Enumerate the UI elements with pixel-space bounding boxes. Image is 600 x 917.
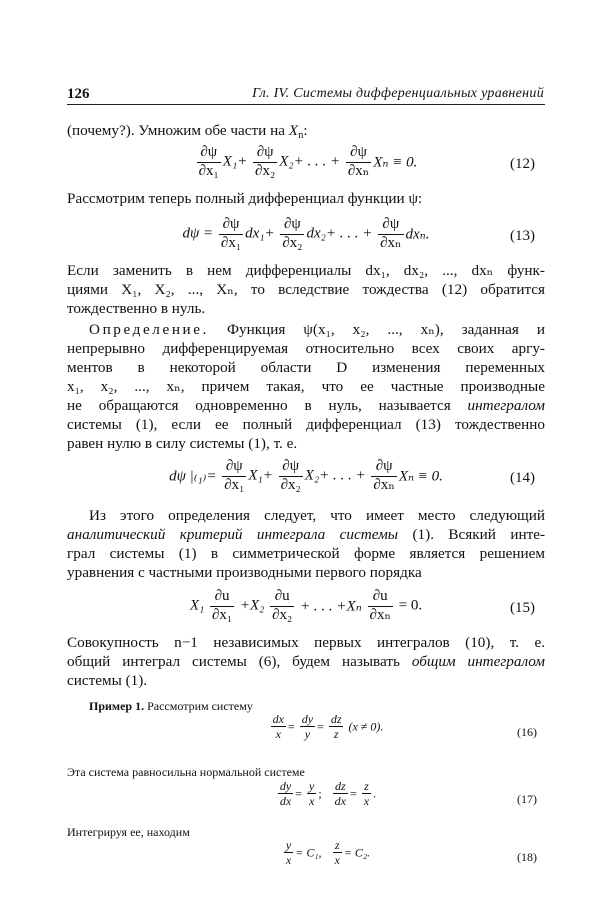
fraction: $\frac{\partial\psi}{\text{∂x₁}}$ — [198, 144, 219, 179]
text-line: равен нулю в силу системы (1), т. е. — [67, 435, 298, 452]
header-rule — [67, 104, 545, 105]
emphasis: общим интегралом — [411, 653, 545, 670]
text-line: грал системы (1) в симметрической форме является решением — [67, 545, 545, 562]
fraction: $\frac{\partial\psi}{\text{∂xₙ}}$ — [380, 216, 402, 251]
definition-line: Определение. Функция ψ(x₁, x₂, ..., xₙ), заданная и — [89, 321, 545, 338]
fraction: $\frac{y}{x}$ — [285, 838, 292, 868]
equation-16: $\frac{dx}{x}$ = $\frac{dy}{y}$ = $\frac{dz}{z}$ (x ≠ 0). (16) — [272, 712, 537, 742]
equation-number: (17) — [517, 792, 537, 806]
text-line: Интегрируя ее, находим — [67, 825, 190, 839]
text-line: тождественно в нуль. — [67, 300, 206, 317]
fraction: $\frac{dy}{dx}$ — [279, 779, 292, 809]
text-line: Рассмотрим теперь полный дифференциал функции ψ: — [67, 190, 423, 207]
equation-12: $\frac{\partial\psi}{\text{∂x₁}}$ X₁+ $\frac{\partial\psi}{\text{∂x₂}}$ X₂+ . . . + $\frac{\partial\psi}{\text{∂xₙ}}$ Xₙ ≡ 0. (12) — [198, 144, 535, 179]
fraction: $\frac{\partial\psi}{\text{∂x₂}}$ — [280, 458, 301, 493]
text-line: непрерывно дифференцируемая относительно всех своих аргу- — [67, 340, 545, 357]
text-line: не обращаются одновременно в нуль, называется интегралом — [67, 397, 545, 414]
emphasis: интегралом — [467, 397, 545, 414]
fraction: $\frac{\partial\psi}{\text{∂x₂}}$ — [255, 144, 276, 179]
fraction: $\frac{y}{x}$ — [309, 779, 315, 809]
fraction: $\frac{z}{x}$ — [334, 838, 340, 868]
equation-17: $\frac{dy}{dx}$ = $\frac{y}{x}$ ; $\frac{dz}{dx}$ = $\frac{z}{x}$ . (17) — [279, 779, 537, 809]
text-line: системы (1), если ее полный дифференциал (13) тождественно — [67, 416, 545, 433]
text-line: Если заменить в нем дифференциалы dx₁, dx₂, ..., dxₙ функ- — [67, 262, 545, 279]
text-line: x₁, x₂, ..., xₙ, причем такая, что ее частные производные — [67, 378, 545, 395]
equation-number: (18) — [517, 850, 537, 864]
fraction: $\frac{\partial\psi}{\text{∂x₁}}$ — [224, 458, 245, 493]
fraction: $\frac{\partial u}{\text{∂x₂}}$ — [272, 588, 293, 623]
equation-18: $\frac{y}{x}$ = C₁, $\frac{z}{x}$ = C₂. (18) — [285, 838, 537, 868]
page-number: 126 — [67, 86, 90, 102]
equation-14: dψ |₍₁₎= $\frac{\partial\psi}{\text{∂x₁}}$ X₁+ $\frac{\partial\psi}{\text{∂x₂}}$ X₂+ . . . + $\frac{\partial\psi}{\text{∂xₙ}}$ Xₙ ≡ 0. (14) — [169, 458, 535, 493]
equation-number: (13) — [510, 228, 535, 244]
text-line: ментов в некоторой области D изменения переменных — [67, 359, 545, 376]
running-head — [67, 86, 544, 106]
equation-number: (15) — [510, 600, 535, 616]
text-line: уравнения с частными производными первого порядка — [67, 564, 422, 581]
fraction: $\frac{\partial\psi}{\text{∂xₙ}}$ — [347, 144, 370, 179]
fraction: $\frac{\partial\psi}{\text{∂x₁}}$ — [220, 216, 242, 251]
fraction: $\frac{dy}{y}$ — [301, 712, 314, 742]
text-line: (почему?). Умножим обе части на $X_n$: — [67, 122, 308, 141]
definition-word: Определение. — [89, 321, 210, 338]
fraction: $\frac{dx}{x}$ — [272, 712, 284, 742]
text-line: Из этого определения следует, что имеет место следующий — [89, 507, 545, 524]
text-line: аналитический критерий интеграла системы (1). Всякий инте- — [67, 526, 546, 543]
running-title: Гл. IV. Системы дифференциальных уравнений — [252, 86, 544, 101]
text-line: системы (1). — [67, 672, 148, 689]
fraction: $\frac{\partial u}{\text{∂xₙ}}$ — [369, 588, 391, 623]
emphasis: аналитический критерий интеграла системы — [67, 526, 399, 543]
fraction: $\frac{\partial u}{\text{∂x₁}}$ — [211, 588, 233, 623]
equation-number: (12) — [510, 156, 535, 172]
equation-number: (16) — [517, 725, 537, 739]
text-line: циями X₁, X₂, ..., Xₙ, то вследствие тождества (12) обратится — [67, 281, 545, 298]
equation-15: X₁ $\frac{\partial u}{\text{∂x₁}}$ +X₂ $\frac{\partial u}{\text{∂x₂}}$ + . . . +Xₙ $\frac{\partial u}{\text{∂xₙ}}$ = 0. (15) — [189, 588, 535, 623]
equation-number: (14) — [510, 470, 535, 486]
example-heading: Пример 1. Рассмотрим систему — [89, 699, 253, 713]
text-line: общий интеграл системы (6), будем называть общим интегралом — [67, 653, 545, 670]
text-line: Эта система равносильна нормальной системе — [67, 765, 305, 779]
example-label: Пример 1. — [89, 699, 145, 713]
equation-13: dψ = $\frac{\partial\psi}{\text{∂x₁}}$ dx₁+ $\frac{\partial\psi}{\text{∂x₂}}$ dx₂+ . . . + $\frac{\partial\psi}{\text{∂xₙ}}$ dxₙ. (13) — [182, 216, 535, 251]
text-line: Совокупность n−1 независимых первых интегралов (10), т. е. — [67, 634, 545, 651]
fraction: $\frac{\partial\psi}{\text{∂x₂}}$ — [282, 216, 303, 251]
fraction: $\frac{\partial\psi}{\text{∂xₙ}}$ — [373, 458, 395, 493]
fraction: $\frac{dz}{z}$ — [330, 712, 342, 742]
fraction: $\frac{dz}{dx}$ — [334, 779, 346, 809]
fraction: $\frac{z}{x}$ — [363, 779, 370, 809]
